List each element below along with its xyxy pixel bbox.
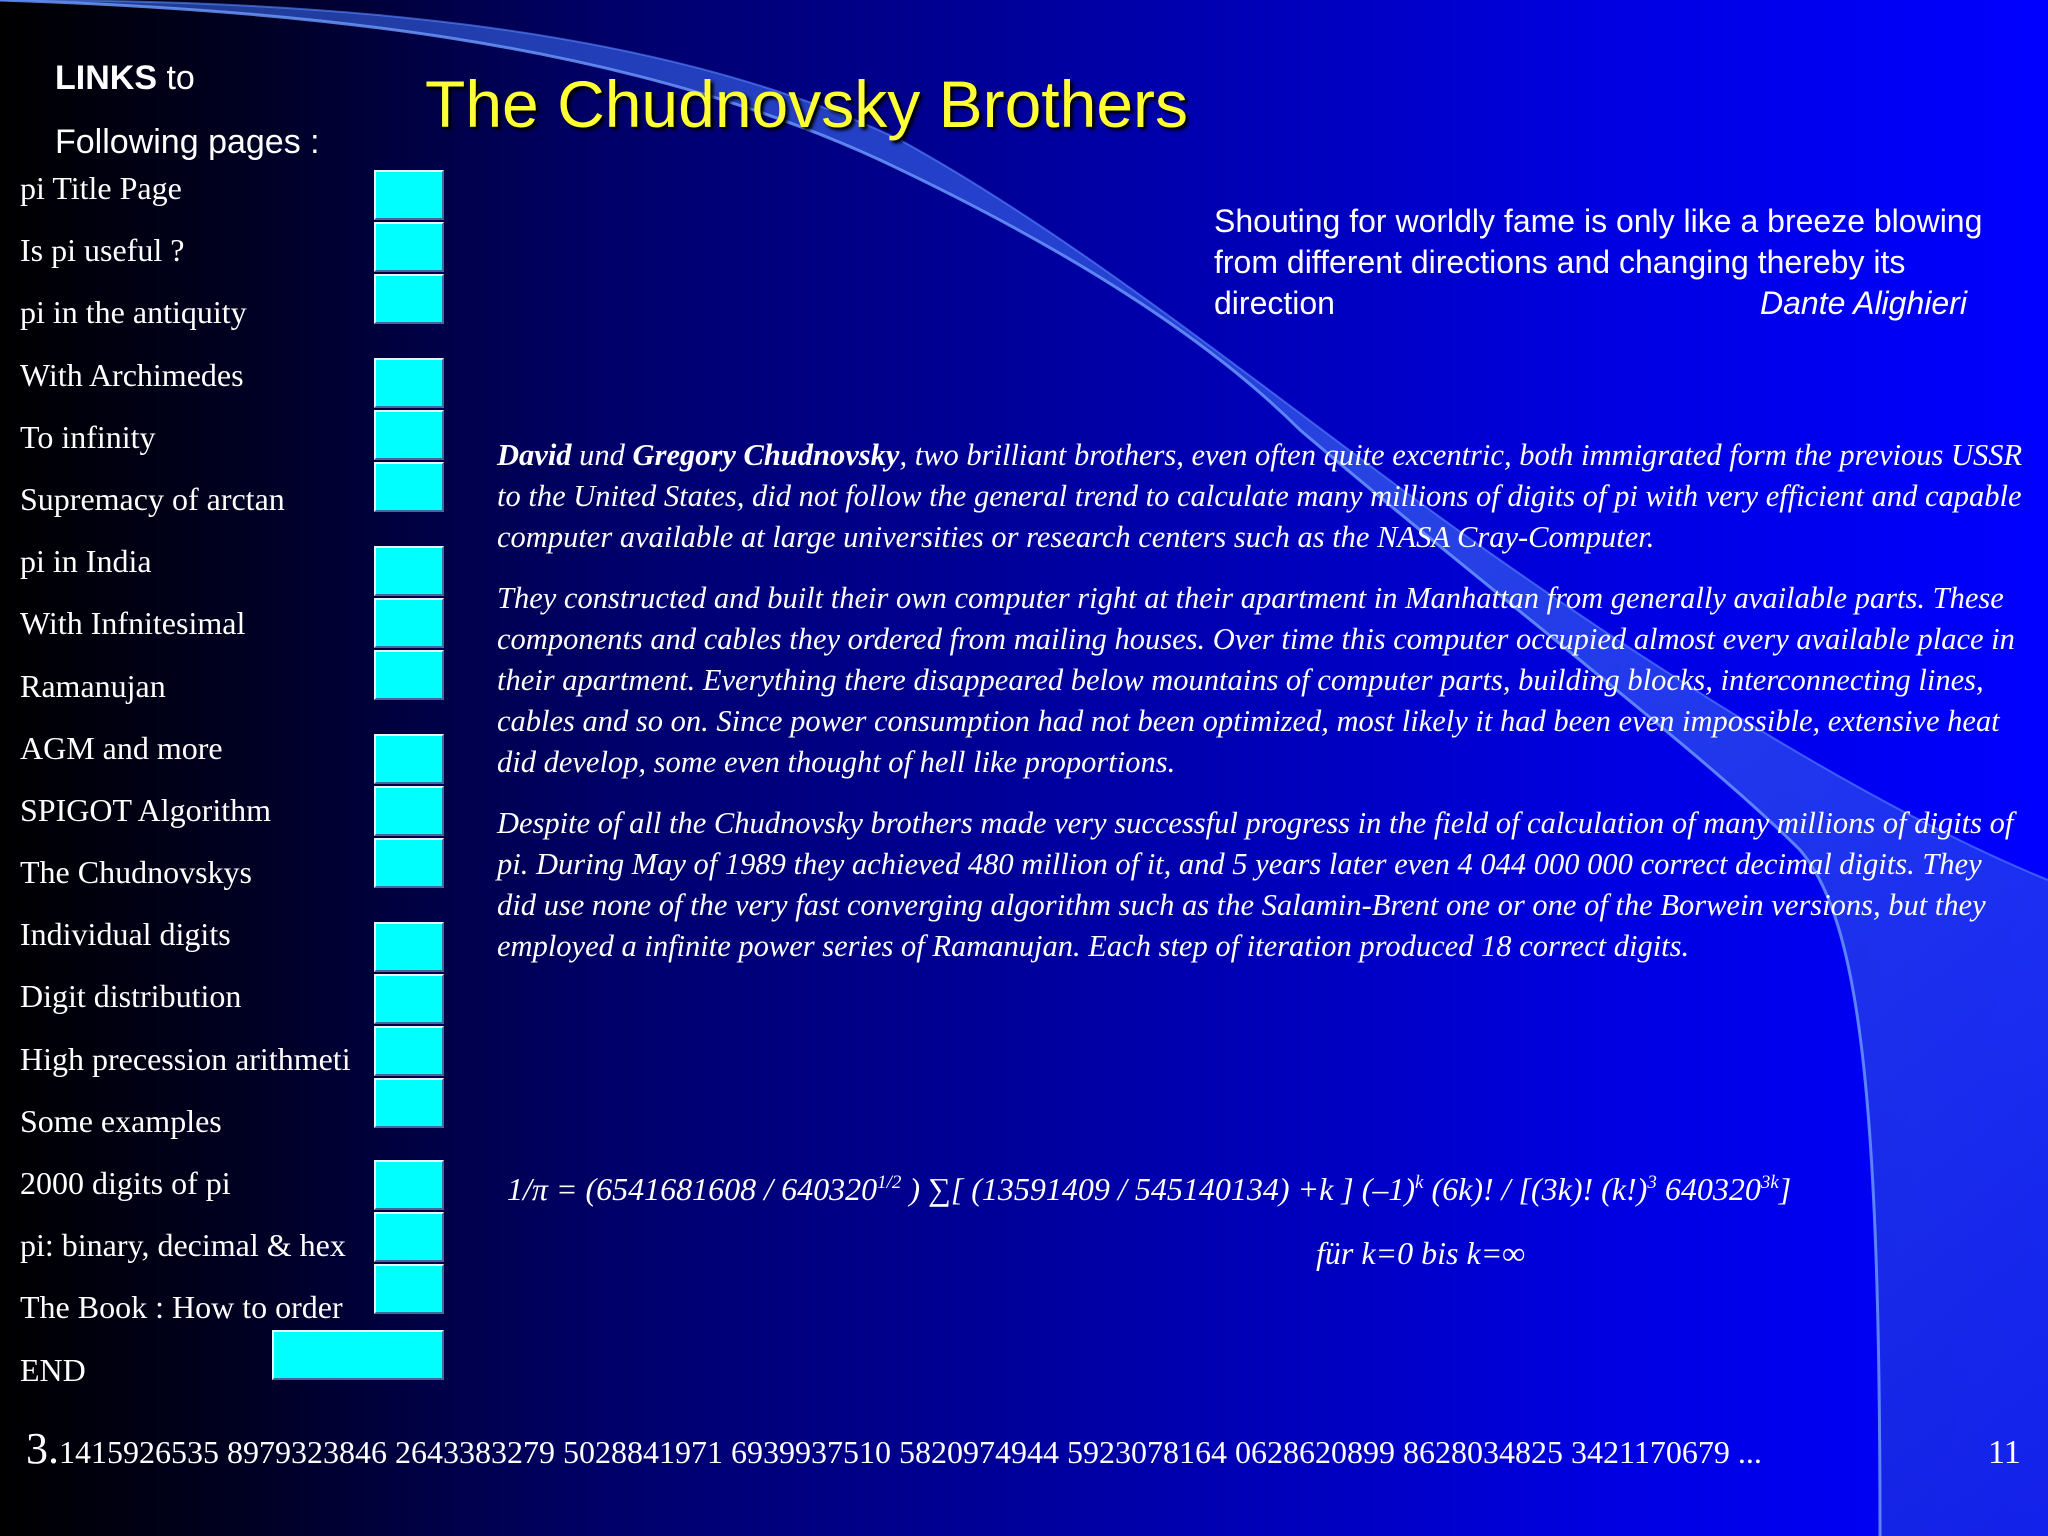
- formula-range: für k=0 bis k=∞: [1316, 1235, 1526, 1271]
- nav-button-agm[interactable]: [374, 734, 444, 784]
- sidebar-item-digit-distribution[interactable]: Digit distribution: [20, 978, 242, 1015]
- quote-text: Shouting for worldly fame is only like a breeze blowing from different directions and changing thereby its direction: [1214, 203, 1983, 321]
- sidebar-item-the-book[interactable]: The Book : How to order: [20, 1289, 343, 1326]
- paragraph-2: They constructed and built their own computer right at their apartment in Manhattan from generally available parts. These components and cables they ordered from mailing houses. Over time this computer occupied almost every available place in their apartment. Everything there disappeared below mountains of computer parts, building blocks, interconnecting lines, cables and so on. Since power consumption had not been optimized, most likely it had been even impossible, extensive heat did develop, some even thought of hell like proportions.: [497, 581, 2015, 779]
- nav-button-digit-distribution[interactable]: [374, 974, 444, 1024]
- nav-button-some-examples[interactable]: [374, 1078, 444, 1128]
- nav-button-arctan[interactable]: [374, 462, 444, 512]
- sidebar-item-high-precision[interactable]: High precession arithmeti: [20, 1040, 351, 1077]
- sidebar-item-title-page[interactable]: pi Title Page: [20, 170, 182, 206]
- sidebar-item-binary-decimal-hex[interactable]: pi: binary, decimal & hex: [20, 1227, 346, 1264]
- nav-button-archimedes[interactable]: [374, 358, 444, 408]
- pi-digit-string: 1415926535 8979323846 2643383279 5028841971 6939937510 5820974944 5923078164 0628620899 8628034825 3421170679 ...: [59, 1434, 1762, 1470]
- sidebar-item-chudnovskys[interactable]: The Chudnovskys: [20, 854, 252, 891]
- formula-exp-3: 3: [1647, 1172, 1657, 1193]
- nav-button-binary-decimal-hex[interactable]: [374, 1212, 444, 1262]
- sidebar-item-to-infinity[interactable]: To infinity: [20, 418, 156, 455]
- nav-button-individual-digits[interactable]: [374, 922, 444, 972]
- nav-button-ramanujan[interactable]: [374, 650, 444, 700]
- article-body: [497, 435, 2027, 987]
- links-header-rest: to: [157, 59, 195, 97]
- nav-button-pi-india[interactable]: [374, 546, 444, 596]
- sidebar-item-spigot[interactable]: SPIGOT Algorithm: [20, 791, 271, 828]
- connector-und: und: [571, 438, 633, 472]
- formula-part-1: 1/π = (6541681608 / 640320: [507, 1171, 878, 1207]
- formula-exp-2: k: [1415, 1172, 1424, 1193]
- pi-lead: 3.: [26, 1424, 59, 1473]
- sidebar-nav: [20, 157, 380, 1401]
- quote-block: [1214, 201, 2004, 324]
- formula: [507, 1171, 1791, 1208]
- quote-author: Dante Alighieri: [1760, 285, 1967, 321]
- formula-part-3: (6k)! / [(3k)! (k!): [1423, 1171, 1648, 1207]
- nav-button-end[interactable]: [272, 1330, 444, 1380]
- page-number: 11: [1988, 1434, 2021, 1471]
- sidebar-item-agm[interactable]: AGM and more: [20, 729, 223, 766]
- sidebar-item-individual-digits[interactable]: Individual digits: [20, 916, 231, 953]
- formula-part-5: ]: [1778, 1171, 1792, 1207]
- nav-button-chudnovskys[interactable]: [374, 838, 444, 888]
- nav-button-title-page[interactable]: [374, 170, 444, 220]
- sidebar-item-arctan[interactable]: Supremacy of arctan: [20, 480, 285, 517]
- page-title: The Chudnovsky Brothers: [425, 67, 1189, 141]
- links-header-bold: LINKS: [55, 59, 157, 97]
- nav-button-is-pi-useful[interactable]: [374, 222, 444, 272]
- sidebar-item-archimedes[interactable]: With Archimedes: [20, 356, 244, 393]
- sidebar-item-infinitesimal[interactable]: With Infnitesimal: [20, 605, 246, 642]
- paragraph-1-text: , two brilliant brothers, even often quite excentric, both immigrated form the previous USSR to the United States, did not follow the general trend to calculate many millions of digits of pi with very efficient and capable computer available at large universities or research centers such as the NASA Cray-Computer.: [497, 438, 2023, 554]
- nav-button-spigot[interactable]: [374, 786, 444, 836]
- name-gregory: Gregory Chudnovsky: [632, 438, 900, 472]
- formula-part-4: 640320: [1656, 1171, 1761, 1207]
- sidebar-item-pi-antiquity[interactable]: pi in the antiquity: [20, 294, 247, 331]
- paragraph-3: Despite of all the Chudnovsky brothers made very successful progress in the field of calculation of many millions of digits of pi. During May of 1989 they achieved 480 million of it, and 5 years later even 4 044 000 000 correct decimal digits. They did use none of the very fast converging algorithm such as the Salamin-Brent one or one of the Borwein versions, but they employed a infinite power series of Ramanujan. Each step of iteration produced 18 correct digits.: [497, 806, 2014, 963]
- paragraph-1: [497, 435, 2027, 558]
- links-header: [55, 46, 320, 174]
- pi-digits-footer: [26, 1423, 1762, 1474]
- nav-button-pi-antiquity[interactable]: [374, 274, 444, 324]
- nav-button-high-precision[interactable]: [374, 1026, 444, 1076]
- nav-button-to-infinity[interactable]: [374, 410, 444, 460]
- nav-button-infinitesimal[interactable]: [374, 598, 444, 648]
- sidebar-item-2000-digits[interactable]: 2000 digits of pi: [20, 1165, 231, 1201]
- name-david: David: [497, 438, 572, 472]
- sidebar-item-ramanujan[interactable]: Ramanujan: [20, 667, 166, 704]
- sidebar-item-is-pi-useful[interactable]: Is pi useful ?: [20, 232, 185, 269]
- sidebar-item-end[interactable]: END: [20, 1351, 86, 1388]
- formula-exp-1: 1/2: [877, 1172, 902, 1193]
- sidebar-item-pi-india[interactable]: pi in India: [20, 543, 152, 580]
- nav-button-2000-digits[interactable]: [374, 1160, 444, 1210]
- sidebar-item-some-examples[interactable]: Some examples: [20, 1102, 222, 1139]
- nav-button-the-book[interactable]: [374, 1264, 444, 1314]
- formula-exp-4: 3k: [1760, 1172, 1779, 1193]
- formula-part-2: ) ∑[ (13591409 / 545140134) +k ] (–1): [901, 1171, 1416, 1207]
- links-header-line2: Following pages :: [55, 123, 320, 161]
